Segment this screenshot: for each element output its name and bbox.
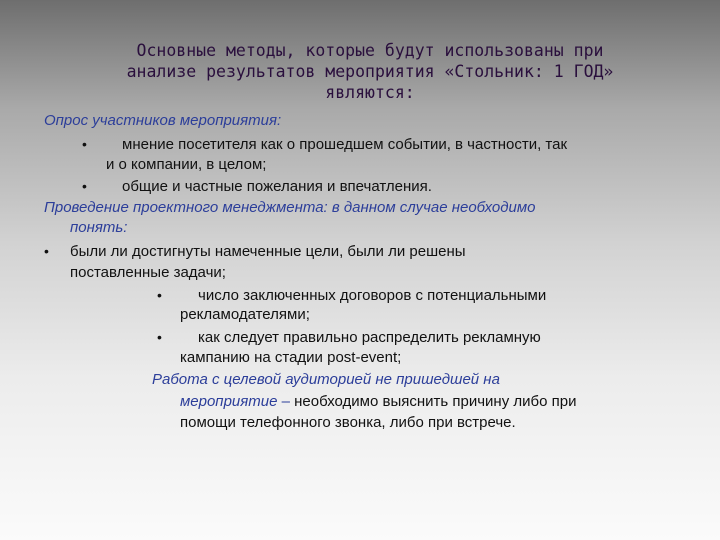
survey-item-1: мнение посетителя как о прошедшем событии, в частности, так [122, 136, 568, 153]
pm-heading: Проведение проектного менеджмента: в данном случае необходимо [44, 199, 536, 216]
bullet-icon: • [82, 136, 87, 152]
audience-line [180, 392, 576, 411]
audience-dash: – [277, 393, 295, 410]
distribution-item-cont: кампанию на стадии post-event; [180, 349, 402, 366]
audience-text: необходимо выяснить причину либо при [294, 393, 577, 410]
audience-heading: Работа с целевой аудиторией не пришедшей на [152, 371, 500, 388]
bullet-icon: • [82, 178, 87, 194]
survey-item-2: общие и частные пожелания и впечатления. [122, 178, 432, 195]
bullet-icon: • [44, 243, 49, 259]
slide-title [60, 40, 680, 103]
contracts-item: число заключенных договоров с потенциальными [198, 287, 547, 304]
title-line-3: являются: [325, 83, 415, 102]
contracts-item-cont: рекламодателями; [180, 306, 310, 323]
bullet-icon: • [157, 287, 162, 303]
pm-item: были ли достигнуты намеченные цели, были ли решены [70, 243, 466, 260]
audience-heading-cont: мероприятие [180, 393, 278, 410]
bullet-icon: • [157, 329, 162, 345]
survey-heading: Опрос участников мероприятия: [44, 112, 282, 129]
pm-item-cont: поставленные задачи; [70, 264, 226, 281]
title-line-1: Основные методы, которые будут использованы при [136, 41, 604, 60]
distribution-item: как следует правильно распределить рекламную [198, 329, 541, 346]
pm-heading-cont: понять: [70, 219, 128, 236]
survey-item-1-cont: и о компании, в целом; [106, 156, 267, 173]
title-line-2: анализе результатов мероприятия «Стольник: 1 ГОД» [126, 62, 614, 81]
audience-text-cont: помощи телефонного звонка, либо при встрече. [180, 414, 516, 431]
